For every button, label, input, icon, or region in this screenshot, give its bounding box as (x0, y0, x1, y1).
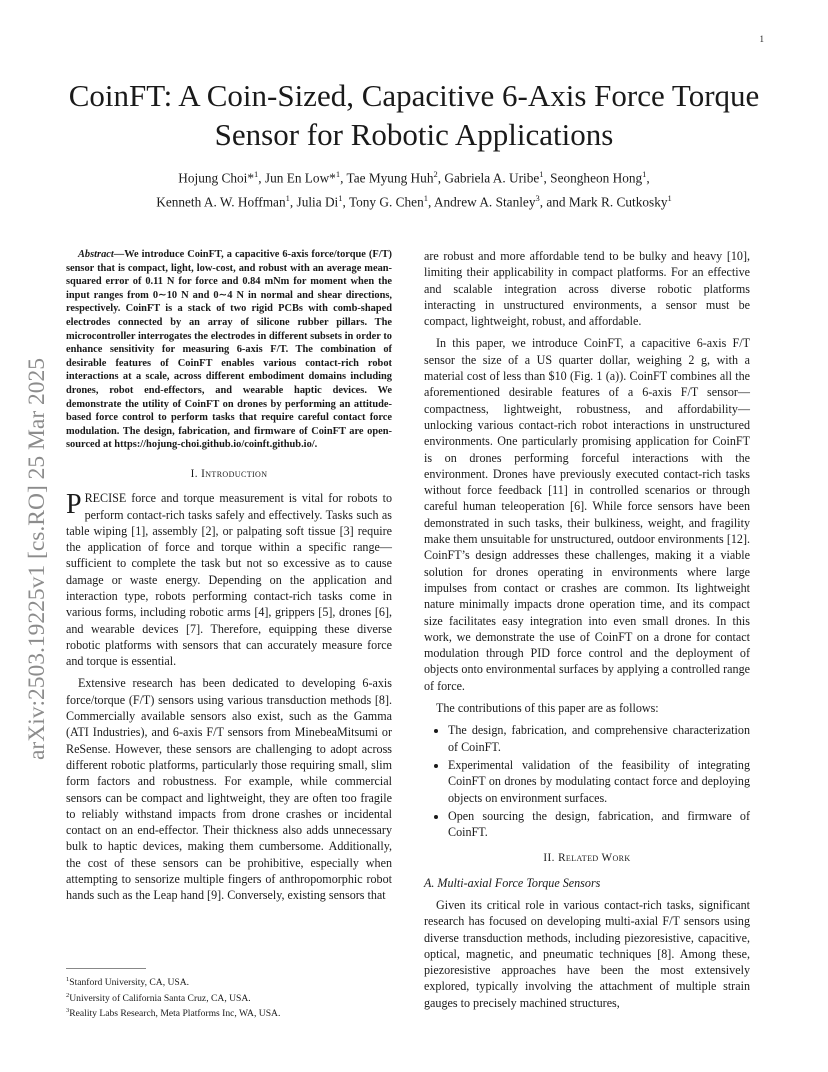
section-number: I. (190, 467, 198, 480)
intro-paragraph-2-continued: are robust and more affordable tend to be bulky and heavy [10], limiting their applicability in compact platforms. For an effective and scalable integration across diverse robotic platforms interacting in unstructured environments, a sensor must be compact, lightweight, robust, and affordable. (424, 249, 750, 329)
section-title: Introduction (201, 467, 268, 480)
affiliation-mark: 1 (423, 193, 428, 204)
affiliation-mark: 2 (433, 169, 438, 179)
affiliation-mark: 1 (335, 169, 341, 179)
abstract-label: Abstract (78, 249, 114, 260)
section-heading-introduction (66, 466, 392, 482)
drop-cap: P (66, 489, 82, 521)
paper-title: CoinFT: A Coin-Sized, Capacitive 6-Axis Force Torque Sensor for Robotic Applications (68, 78, 760, 152)
footnote (66, 974, 392, 990)
abstract: Abstract—We introduce CoinFT, a capacitive 6-axis force/torque (F/T) sensor that is compact, light, low-cost, and robust with an average mean-squared error of 0.11 N for force and 0.84 mNm for moment when the input ranges from 0∼10 N and 0∼4 N in normal and shear directions, respectively. CoinFT is a stack of two rigid PCBs with comb-shaped electrodes connected by an array of silicone rubber pillars. The microcontroller interrogates the electrodes in different subsets in order to enhance sensitivity for measuring 6-axis F/T. The combination of desirable features of CoinFT enables various contact-rich robot interactions at a scale, across different embodiment domains including drones, robot end-effectors, and wearable haptic devices. We demonstrate the utility of CoinFT on drones by performing an attitude-based force control to perform tasks that require careful contact force modulation. The design, fabrication, and firmware of CoinFT are open-sourced at https://hojung-choi.github.io/coinft.github.io/. (66, 249, 392, 451)
author: Julia Di (296, 194, 339, 210)
footnote-mark: 3 (66, 1007, 70, 1015)
footnote-text: Reality Labs Research, Meta Platforms Inc, WA, USA. (69, 1008, 281, 1020)
section-title: Related Work (558, 852, 631, 865)
author: Gabriela A. Uribe (444, 170, 540, 186)
author: Kenneth A. W. Hoffman (156, 194, 286, 210)
author: Jun En Low* (264, 170, 336, 186)
affiliation-mark: 1 (285, 193, 290, 204)
author-line-1: Hojung Choi*$^1$, Jun En Low*$^1$, Tae Myung Huh$^2$, Gabriela A. Uribe$^1$, Seongheon Hong$^1$, (178, 169, 650, 186)
author-list (70, 164, 758, 213)
footnote-mark: 2 (66, 991, 70, 999)
right-column (424, 248, 750, 1017)
author: Andrew A. Stanley (433, 194, 536, 210)
contribution-list (424, 722, 750, 840)
page-number: 1 (759, 34, 764, 44)
author: Tae Myung Huh (346, 170, 434, 186)
footnote (66, 990, 392, 1006)
intro-paragraph-1 (66, 490, 392, 669)
section-number: II. (543, 852, 555, 865)
affiliation-mark: 1 (539, 169, 544, 179)
left-column (66, 248, 392, 910)
affiliation-mark: 1 (338, 193, 343, 204)
section-heading-related-work (424, 850, 750, 866)
footnote (66, 1005, 392, 1021)
affiliation-mark: 3 (535, 193, 540, 204)
arxiv-id: arXiv:2503.19225v1 [cs.RO] 25 Mar 2025 (24, 357, 50, 760)
arxiv-watermark (22, 282, 52, 760)
list-item: • Experimental validation of the feasibility of integrating CoinFT on drones by modulating contact force and deploying objects on environment surfaces. (448, 757, 750, 806)
list-item: • Open sourcing the design, fabrication, and firmware of CoinFT. (448, 808, 750, 841)
list-item: • The design, fabrication, and comprehensive characterization of CoinFT. (448, 722, 750, 755)
author: Hojung Choi* (178, 170, 254, 186)
footnotes (66, 974, 392, 1021)
author: Tony G. Chen (348, 194, 424, 210)
author: and Mark R. Cutkosky (546, 194, 668, 210)
footnote-rule (66, 968, 146, 969)
related-work-paragraph-1: Given its critical role in various contact-rich tasks, significant research has focused on developing multi-axial F/T sensors using diverse transduction methods, including piezoresistive, capacitive, optical, magnetic, and pneumatic techniques [8]. Among these, piezoresistive approaches have been the most extensively explored, typically involving the attachment of multiple strain gauges to precisely machined structures, (424, 897, 750, 1010)
subsection-heading: A. Multi-axial Force Torque Sensors (424, 875, 601, 890)
author: Seongheon Hong (550, 170, 643, 186)
affiliation-mark: 1 (642, 169, 647, 179)
abstract-text: We introduce CoinFT, a capacitive 6-axis force/torque (F/T) sensor that is compact, light, low-cost, and robust with an average mean-squared error of 0.11 N for force and 0.84 mNm for moment when the input ranges from 0∼10 N and 0∼4 N in normal and shear directions, respectively. CoinFT is a stack of two rigid PCBs with comb-shaped electrodes connected by an array of silicone rubber pillars. The microcontroller interrogates the electrodes in different subsets in order to enhance sensitivity for measuring 6-axis F/T. The combination of desirable features of CoinFT enables various contact-rich robot interactions at a scale, across different embodiment domains including drones, robot end-effectors, and wearable haptic devices. We demonstrate the utility of CoinFT on drones by performing an attitude-based force control to perform tasks that require careful contact force modulation. The design, fabrication, and firmware of CoinFT are open-sourced at https://hojung-choi.github.io/coinft.github.io/. (66, 249, 392, 451)
intro-paragraph-1-text: RECISE force and torque measurement is vital for robots to perform contact-rich tasks safely and effectively. Tasks such as table wiping [1], assembly [2], or palpating soft tissue [3] require the application of force and torque within a specific range—sufficient to complete the task but not so excessive as to cause damage or waste energy. Depending on the application and interaction type, robots performing contact-rich tasks come in various forms, including robotic arms [4], grippers [5], drones [6], and wearable devices [7]. Therefore, equipping these diverse robotic platforms with sensors that can accurately measure force and torque is essential. (66, 491, 392, 669)
intro-paragraph-4: The contributions of this paper are as follows: (436, 701, 659, 716)
intro-paragraph-3: In this paper, we introduce CoinFT, a capacitive 6-axis F/T sensor the size of a US quarter dollar, weighing 2 g, with a material cost of less than $10 (Fig. 1 (a)). CoinFT combines all the aforementioned desirable features of a 6-axis F/T sensor—compactness, lightweight, robustness, and affordability—unlocking various contact-rich robot interactions in unstructured environments. One particularly promising application for CoinFT is on drones performing forceful interactions with the environment. Drones have previously executed contact-rich tasks without force feedback [11] in controlled scenarios or through careful human teleoperation [6]. While force sensors have been demonstrated in such tasks, their bulkiness, weight, and fragility make them unsuitable for unstructured, outdoor environments [12]. CoinFT’s design addresses these challenges, making it a viable solution for drones operating in environments where large impulses from contact or crashes are common. Its lightweight nature minimally impacts drone operation time, and its compact size facilitates easy integration into even small drones. In this work, we demonstrate the use of CoinFT on a drone for contact modulation through PID force control and the deployment of objects onto environmental surfaces by applying a controlled range of force. (424, 336, 750, 693)
intro-paragraph-2: Extensive research has been dedicated to developing 6-axis force/torque (F/T) sensors using various transduction methods [8]. Commercially available sensors also exist, such as the Gamma (ATI Industries), and 6-axis F/T sensors from MinebeaMitsumi or ReSense. However, these sensors are challenging to adopt across different robotic platforms, particularly those requiring small, slim form factors and robustness. For example, while commercial sensors can be compact and lightweight, they are often too fragile to reliably withstand impacts from drone crashes or incidental contact on an end-effector. Their thickness also adds unnecessary bulk to haptic devices, making them cumbersome. Additionally, the cost of these sensors can be prohibitive, especially when attempting to sensorize multiple fingers of anthropomorphic robot hands such as the Leap hand [9]. Conversely, existing sensors that (66, 676, 392, 903)
affiliation-mark: 1 (254, 169, 259, 179)
affiliation-mark: 1 (667, 193, 672, 204)
footnote-text: University of California Santa Cruz, CA, USA. (69, 992, 251, 1004)
author-line-2: Kenneth A. W. Hoffman$^1$, Julia Di$^1$, Tony G. Chen$^1$, Andrew A. Stanley$^3$, and Mark R. Cutkosky$^1$ (156, 193, 672, 210)
footnote-text: Stanford University, CA, USA. (69, 977, 190, 989)
footnote-mark: 1 (66, 976, 70, 983)
